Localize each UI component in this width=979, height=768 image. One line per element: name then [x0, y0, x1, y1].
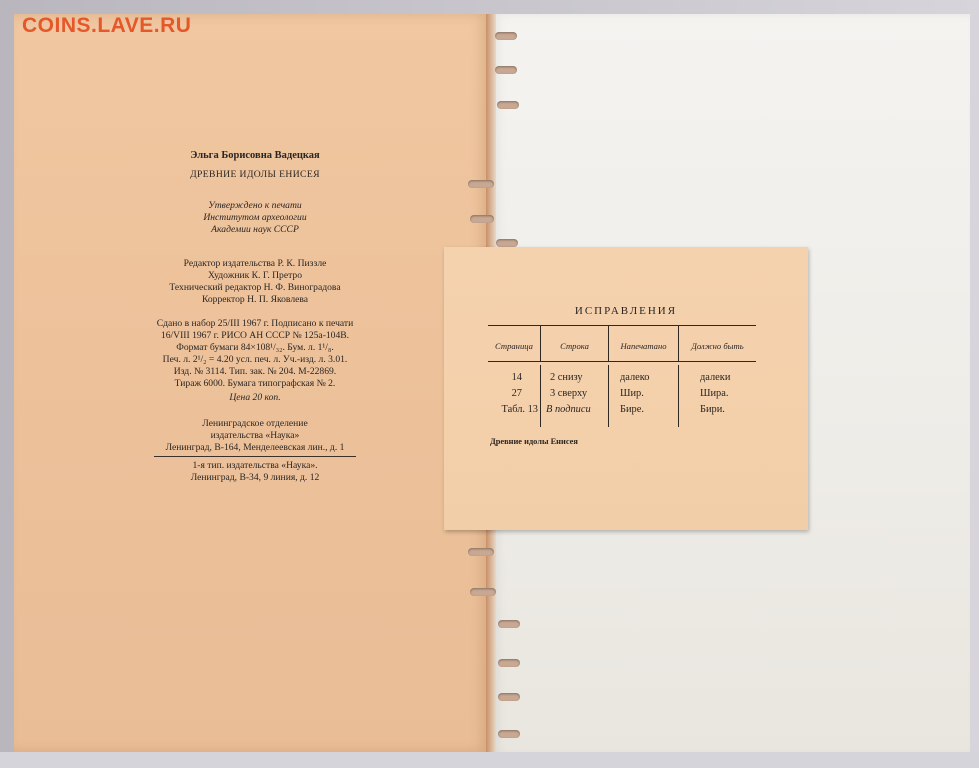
errata-slip — [444, 247, 808, 530]
errata-footer: Древние идолы Енисея — [490, 437, 578, 446]
table-rule — [540, 365, 541, 427]
cell-correct: Шира. — [700, 388, 729, 399]
author-name: Эльга Борисовна Вадецкая — [190, 150, 320, 161]
approval-block — [130, 200, 380, 236]
cell-correct: Бири. — [700, 404, 725, 415]
errata-title: ИСПРАВЛЕНИЯ — [574, 305, 678, 317]
production-block — [110, 318, 400, 404]
approval-line: Институтом археологии — [203, 212, 307, 223]
credit-line: Корректор Н. П. Яковлева — [201, 294, 309, 305]
cell-printed: Шир. — [620, 388, 644, 399]
production-line: Печ. л. 2¹/₂ = 4.20 усл. печ. л. Уч.-изд. л. 3.01. — [162, 354, 348, 365]
binding-hole — [496, 239, 518, 247]
printer-block — [110, 460, 400, 484]
binding-hole — [470, 215, 494, 223]
approval-line: Утверждено к печати — [208, 200, 302, 211]
binding-hole — [498, 659, 520, 667]
approval-line: Академии наук СССР — [211, 224, 299, 235]
table-rule — [678, 365, 679, 427]
binding-hole — [470, 588, 496, 596]
price: Цена 20 коп. — [229, 392, 281, 403]
binding-hole — [498, 620, 520, 628]
production-line: Сдано в набор 25/III 1967 г. Подписано к печати — [156, 318, 354, 329]
production-line: Формат бумаги 84×108¹/₃₂. Бум. л. 1¹/₈. — [176, 342, 334, 353]
scanner-border — [0, 752, 979, 768]
printer-line: 1-я тип. издательства «Наука». — [192, 460, 318, 471]
cell-line: 3 сверху — [550, 388, 588, 399]
book-title: ДРЕВНИЕ ИДОЛЫ ЕНИСЕЯ — [190, 169, 320, 180]
binding-hole — [497, 101, 519, 109]
printer-line: Ленинград, В-34, 9 линия, д. 12 — [190, 472, 320, 483]
divider — [154, 456, 356, 457]
publisher-block — [110, 418, 400, 454]
credit-line: Редактор издательства Р. К. Пиззле — [183, 258, 327, 269]
cell-printed: далеко — [620, 372, 650, 383]
production-line: Изд. № 3114. Тип. зак. № 204. М-22869. — [173, 366, 337, 377]
production-line: 16/VIII 1967 г. РИСО АН СССР № 125а-104В. — [160, 330, 350, 341]
binding-hole — [498, 730, 520, 738]
column-header: Должно быть — [691, 341, 744, 351]
publisher-line: Ленинград, В-164, Менделеевская лин., д. 1 — [165, 442, 345, 453]
cell-line: 2 снизу — [550, 372, 583, 383]
cell-page: Табл. 13 — [501, 404, 538, 415]
table-rule — [608, 365, 609, 427]
column-header: Строка — [560, 341, 589, 351]
credits-block — [120, 258, 390, 306]
cell-page: 14 — [511, 372, 522, 383]
table-rule — [488, 361, 756, 362]
cell-correct: далеки — [700, 372, 731, 383]
binding-hole — [495, 66, 517, 74]
column-header: Страница — [495, 341, 533, 351]
column-header: Напечатано — [620, 341, 667, 351]
credit-line: Технический редактор Н. Ф. Виноградова — [169, 282, 341, 293]
production-line: Тираж 6000. Бумага типографская № 2. — [174, 378, 336, 389]
table-rule — [488, 325, 756, 326]
cell-printed: Бире. — [620, 404, 644, 415]
credit-line: Художник К. Г. Претро — [207, 270, 302, 281]
binding-hole — [468, 180, 494, 188]
publisher-line: Ленинградское отделение — [202, 418, 308, 429]
cell-line: В подписи — [546, 404, 591, 415]
cell-page: 27 — [511, 388, 522, 399]
watermark: COINS.LAVE.RU — [22, 14, 192, 37]
binding-hole — [468, 548, 494, 556]
binding-hole — [498, 693, 520, 701]
publisher-line: издательства «Наука» — [210, 430, 300, 441]
binding-hole — [495, 32, 517, 40]
